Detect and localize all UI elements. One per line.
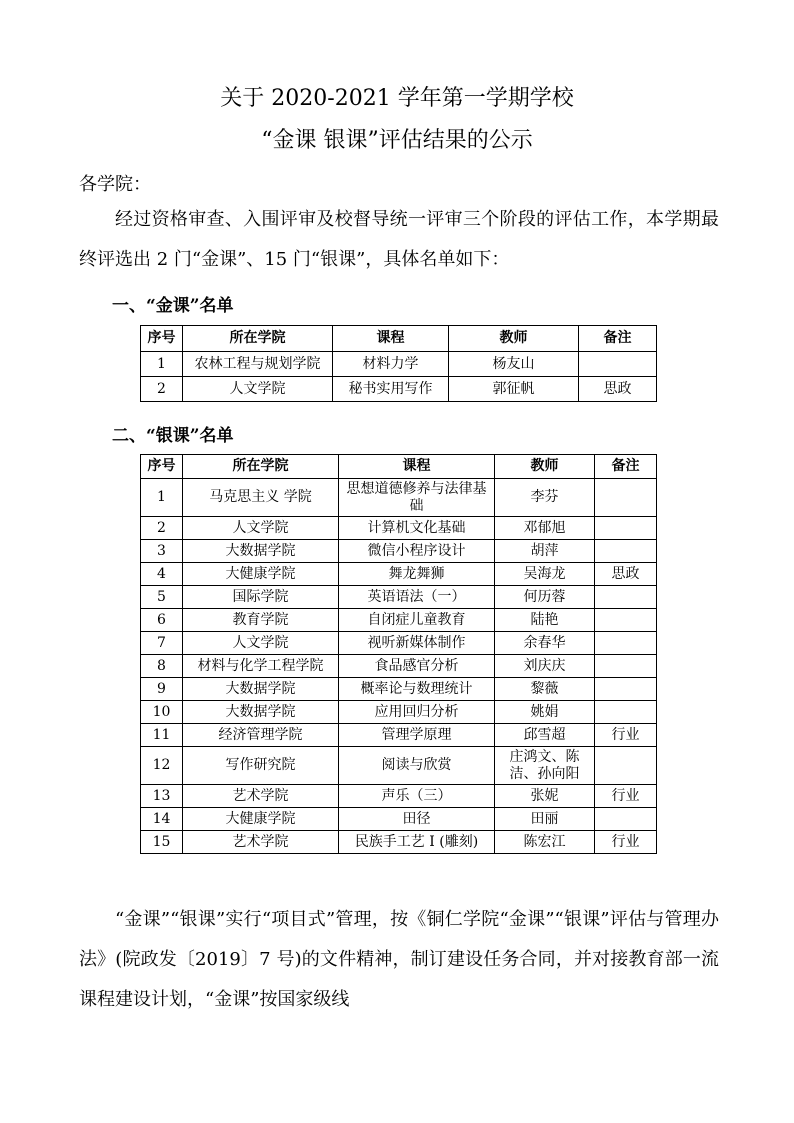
remark-cell — [595, 678, 657, 701]
teacher-cell: 郭征帆 — [449, 377, 579, 402]
header-cell: 教师 — [449, 326, 579, 352]
college-cell: 人文学院 — [183, 377, 333, 402]
course-cell: 民族手工艺 I (雕刻) — [339, 831, 495, 854]
course-cell: 应用回归分析 — [339, 701, 495, 724]
teacher-cell: 田丽 — [495, 808, 595, 831]
row-number-cell: 9 — [141, 678, 183, 701]
header-cell: 课程 — [339, 455, 495, 479]
course-cell: 声乐（三） — [339, 785, 495, 808]
remark-cell — [595, 655, 657, 678]
table-row — [141, 352, 657, 377]
teacher-cell: 张妮 — [495, 785, 595, 808]
college-cell: 马克思主义 学院 — [183, 479, 339, 517]
gold-course-table — [140, 325, 657, 402]
remark-cell: 思政 — [595, 563, 657, 586]
remark-cell: 思政 — [579, 377, 657, 402]
course-cell: 材料力学 — [333, 352, 449, 377]
teacher-cell: 黎薇 — [495, 678, 595, 701]
course-cell: 田径 — [339, 808, 495, 831]
remark-cell — [595, 479, 657, 517]
row-number-cell: 1 — [141, 352, 183, 377]
remark-cell — [595, 540, 657, 563]
header-cell: 序号 — [141, 326, 183, 352]
salutation: 各学院： — [79, 174, 151, 195]
header-cell: 备注 — [595, 455, 657, 479]
college-cell: 材料与化学工程学院 — [183, 655, 339, 678]
college-cell: 写作研究院 — [183, 747, 339, 785]
teacher-cell: 吴海龙 — [495, 563, 595, 586]
college-cell: 人文学院 — [183, 517, 339, 540]
remark-cell: 行业 — [595, 785, 657, 808]
college-cell: 人文学院 — [183, 632, 339, 655]
course-cell: 管理学原理 — [339, 724, 495, 747]
remark-cell — [595, 632, 657, 655]
course-cell: 思想道德修养与法律基础 — [339, 479, 495, 517]
course-cell: 微信小程序设计 — [339, 540, 495, 563]
teacher-cell: 李芬 — [495, 479, 595, 517]
table-row — [141, 609, 657, 632]
silver-section-heading: 二、“银课”名单 — [112, 426, 234, 446]
header-cell: 教师 — [495, 455, 595, 479]
table-row — [141, 517, 657, 540]
row-number-cell: 10 — [141, 701, 183, 724]
table-header-row — [141, 455, 657, 479]
college-cell: 教育学院 — [183, 609, 339, 632]
row-number-cell: 5 — [141, 586, 183, 609]
teacher-cell: 杨友山 — [449, 352, 579, 377]
course-cell: 英语语法（一） — [339, 586, 495, 609]
remark-cell: 行业 — [595, 831, 657, 854]
table-row — [141, 785, 657, 808]
teacher-cell: 陈宏江 — [495, 831, 595, 854]
header-cell: 课程 — [333, 326, 449, 352]
remark-cell — [595, 586, 657, 609]
college-cell: 艺术学院 — [183, 785, 339, 808]
course-cell: 食品感官分析 — [339, 655, 495, 678]
college-cell: 经济管理学院 — [183, 724, 339, 747]
header-cell: 备注 — [579, 326, 657, 352]
row-number-cell: 12 — [141, 747, 183, 785]
row-number-cell: 11 — [141, 724, 183, 747]
row-number-cell: 2 — [141, 517, 183, 540]
row-number-cell: 8 — [141, 655, 183, 678]
teacher-cell: 邓郁旭 — [495, 517, 595, 540]
row-number-cell: 13 — [141, 785, 183, 808]
remark-cell — [595, 747, 657, 785]
course-cell: 自闭症儿童教育 — [339, 609, 495, 632]
college-cell: 大数据学院 — [183, 678, 339, 701]
table-row — [141, 586, 657, 609]
header-cell: 所在学院 — [183, 455, 339, 479]
teacher-cell: 邱雪超 — [495, 724, 595, 747]
table-row — [141, 701, 657, 724]
college-cell: 农林工程与规划学院 — [183, 352, 333, 377]
teacher-cell: 余春华 — [495, 632, 595, 655]
college-cell: 大健康学院 — [183, 563, 339, 586]
teacher-cell: 庄鸿文、陈洁、孙向阳 — [495, 747, 595, 785]
college-cell: 大数据学院 — [183, 701, 339, 724]
intro-paragraph: 经过资格审查、入围评审及校督导统一评审三个阶段的评估工作，本学期最终评选出 2 门“金课”、15 门“银课”，具体名单如下： — [79, 209, 719, 270]
remark-cell — [595, 808, 657, 831]
course-cell: 阅读与欣赏 — [339, 747, 495, 785]
header-cell: 序号 — [141, 455, 183, 479]
table-row — [141, 540, 657, 563]
row-number-cell: 15 — [141, 831, 183, 854]
document-title-line2: “金课 银课”评估结果的公示 — [261, 128, 533, 153]
row-number-cell: 3 — [141, 540, 183, 563]
table-row — [141, 678, 657, 701]
table-row — [141, 808, 657, 831]
course-cell: 舞龙舞狮 — [339, 563, 495, 586]
teacher-cell: 姚娟 — [495, 701, 595, 724]
silver-course-table — [140, 454, 657, 854]
table-row — [141, 632, 657, 655]
course-cell: 概率论与数理统计 — [339, 678, 495, 701]
table-row — [141, 831, 657, 854]
table-row — [141, 377, 657, 402]
remark-cell — [595, 517, 657, 540]
remark-cell — [595, 609, 657, 632]
gold-section-heading: 一、“金课”名单 — [112, 296, 234, 316]
teacher-cell: 刘庆庆 — [495, 655, 595, 678]
course-cell: 计算机文化基础 — [339, 517, 495, 540]
teacher-cell: 胡萍 — [495, 540, 595, 563]
row-number-cell: 2 — [141, 377, 183, 402]
teacher-cell: 陆艳 — [495, 609, 595, 632]
table-header-row — [141, 326, 657, 352]
course-cell: 视听新媒体制作 — [339, 632, 495, 655]
table-row — [141, 479, 657, 517]
row-number-cell: 6 — [141, 609, 183, 632]
table-row — [141, 563, 657, 586]
college-cell: 国际学院 — [183, 586, 339, 609]
college-cell: 大健康学院 — [183, 808, 339, 831]
course-cell: 秘书实用写作 — [333, 377, 449, 402]
document-title-line1: 关于 2020-2021 学年第一学期学校 — [220, 86, 574, 111]
row-number-cell: 1 — [141, 479, 183, 517]
row-number-cell: 4 — [141, 563, 183, 586]
table-row — [141, 655, 657, 678]
teacher-cell: 何历蓉 — [495, 586, 595, 609]
row-number-cell: 14 — [141, 808, 183, 831]
header-cell: 所在学院 — [183, 326, 333, 352]
row-number-cell: 7 — [141, 632, 183, 655]
table-row — [141, 747, 657, 785]
remark-cell: 行业 — [595, 724, 657, 747]
college-cell: 大数据学院 — [183, 540, 339, 563]
remark-cell — [595, 701, 657, 724]
remark-cell — [579, 352, 657, 377]
table-row — [141, 724, 657, 747]
closing-paragraph: “金课”“银课”实行“项目式”管理，按《铜仁学院“金课”“银课”评估与管理办法》(院政发〔2019〕7 号)的文件精神，制订建设任务合同，并对接教育部一流课程建设计划，“金课”按国家级线 — [79, 909, 719, 1010]
college-cell: 艺术学院 — [183, 831, 339, 854]
